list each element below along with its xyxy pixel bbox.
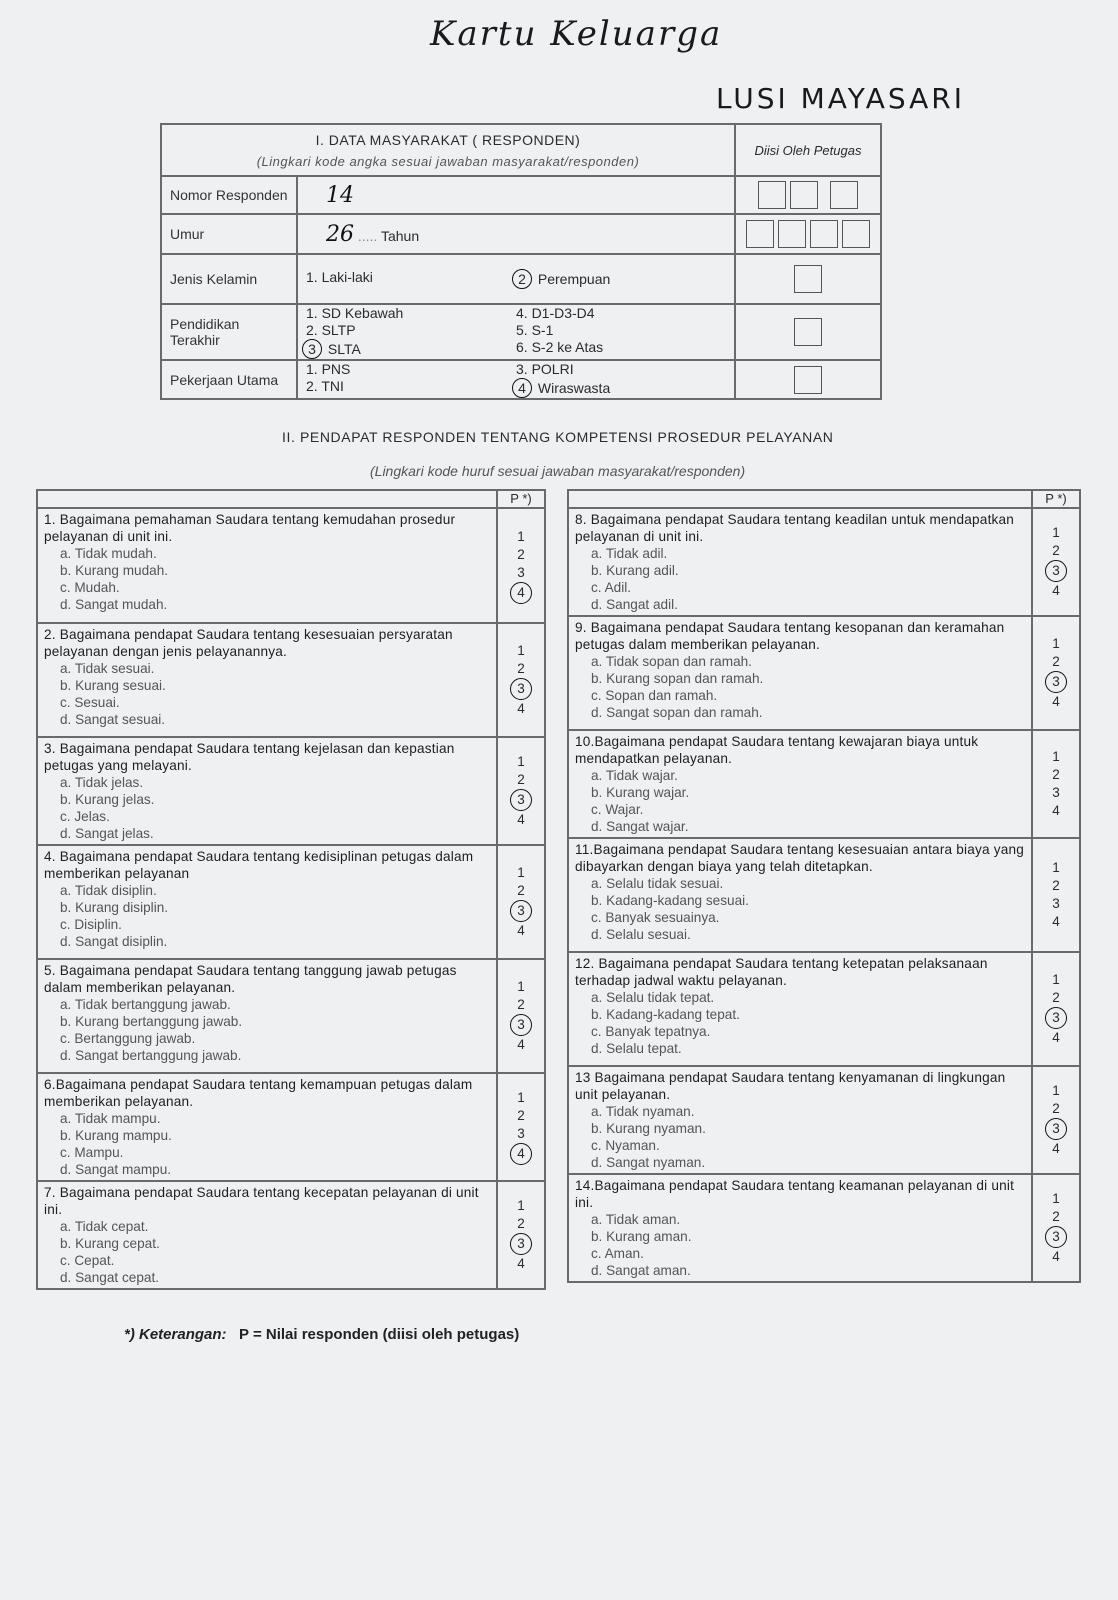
score-code[interactable]: 1 — [1052, 1191, 1060, 1206]
answer-option: d. Selalu sesuai. — [591, 927, 691, 942]
score-code[interactable]: 1 — [1052, 525, 1060, 540]
score-code[interactable]: 4 — [517, 1256, 525, 1271]
score-cell — [497, 623, 545, 737]
score-code[interactable]: 2 — [1052, 1101, 1060, 1116]
score-code[interactable]: 1 — [1052, 1083, 1060, 1098]
answer-option: d. Sangat cepat. — [60, 1270, 160, 1285]
code-box[interactable] — [790, 181, 818, 209]
question-cell — [568, 730, 1032, 838]
score-selected[interactable]: 3 — [1045, 1118, 1067, 1140]
answer-option: c. Aman. — [591, 1246, 644, 1261]
answer-option: d. Sangat mampu. — [60, 1162, 172, 1177]
answer-option: b. Kurang mudah. — [60, 563, 169, 578]
answer-option: c. Mampu. — [60, 1145, 124, 1160]
pend-box-cell — [735, 304, 881, 360]
score-code[interactable]: 4 — [1052, 1141, 1060, 1156]
question-text: 8. Bagaimana pendapat Saudara tentang keadilan untuk mendapatkan pelayanan di unit ini. — [575, 512, 1015, 544]
nomor-value: 14 — [326, 182, 354, 208]
question-text: 3. Bagaimana pendapat Saudara tentang kejelasan dan kepastian petugas yang melayani. — [44, 741, 455, 773]
code-box[interactable] — [758, 181, 786, 209]
code-box[interactable] — [794, 318, 822, 346]
score-selected[interactable]: 3 — [510, 1233, 532, 1255]
code-box[interactable] — [746, 220, 774, 248]
score-selected[interactable]: 3 — [1045, 1007, 1067, 1029]
score-code[interactable]: 1 — [1052, 749, 1060, 764]
nomor-label: Nomor Responden — [161, 176, 297, 214]
question-row — [37, 623, 545, 737]
answer-option: d. Sangat aman. — [591, 1263, 691, 1278]
answer-option: a. Tidak mampu. — [60, 1111, 161, 1126]
pend-option: 1. SD Kebawah — [306, 305, 404, 321]
questions-right-table — [567, 489, 1081, 1283]
score-code[interactable]: 3 — [1052, 785, 1060, 800]
umur-unit: Tahun — [380, 227, 420, 244]
question-row — [568, 952, 1080, 1066]
p-header: P *) — [1032, 490, 1080, 508]
question-text: 14.Bagaimana pendapat Saudara tentang keamanan pelayanan di unit ini. — [575, 1178, 1015, 1210]
question-cell — [568, 508, 1032, 616]
pend-option-selected-label: SLTA — [327, 341, 361, 357]
score-code[interactable]: 2 — [1052, 1209, 1060, 1224]
jk-option-2-label: Perempuan — [537, 271, 611, 287]
answer-option: c. Nyaman. — [591, 1138, 660, 1153]
nomor-boxes — [735, 176, 881, 214]
score-selected[interactable]: 3 — [510, 789, 532, 811]
footnote — [124, 1326, 519, 1343]
score-code[interactable]: 1 — [517, 643, 525, 658]
answer-option: a. Tidak disiplin. — [60, 883, 157, 898]
umur-label: Umur — [161, 214, 297, 254]
answer-option: b. Kurang bertanggung jawab. — [60, 1014, 243, 1029]
answer-option: c. Adil. — [591, 580, 632, 595]
question-row — [568, 1174, 1080, 1282]
score-code[interactable]: 2 — [517, 883, 525, 898]
jk-option-1: 1. Laki-laki — [306, 269, 373, 285]
score-code[interactable]: 2 — [1052, 878, 1060, 893]
score-code[interactable]: 2 — [1052, 990, 1060, 1005]
pend-option: 6. S-2 ke Atas — [516, 339, 604, 355]
score-code[interactable]: 4 — [517, 812, 525, 827]
question-row — [568, 838, 1080, 952]
question-text: 10.Bagaimana pendapat Saudara tentang kewajaran biaya untuk mendapatkan pelayanan. — [575, 734, 979, 766]
nomor-cell — [297, 176, 735, 214]
answer-option: d. Sangat adil. — [591, 597, 678, 612]
question-cell — [37, 737, 497, 845]
selected-circle: 3 — [302, 339, 322, 359]
respondent-data-table — [160, 123, 882, 400]
score-code[interactable]: 4 — [517, 1037, 525, 1052]
score-code[interactable]: 2 — [517, 546, 525, 562]
score-cell — [1032, 1066, 1080, 1174]
question-row — [568, 1066, 1080, 1174]
question-text: 11.Bagaimana pendapat Saudara tentang kesesuaian antara biaya yang dibayarkan dengan biaya yang telah ditetapkan. — [575, 842, 1025, 874]
answer-option: c. Mudah. — [60, 580, 120, 595]
score-selected[interactable]: 3 — [1045, 1226, 1067, 1248]
score-code[interactable]: 4 — [1052, 1249, 1060, 1264]
code-box[interactable] — [778, 220, 806, 248]
pend-option: 5. S-1 — [516, 322, 554, 338]
kerja-option-selected-label: Wiraswasta — [537, 380, 611, 396]
score-code[interactable]: 2 — [1052, 543, 1060, 558]
score-code[interactable]: 2 — [517, 661, 525, 676]
answer-option: d. Sangat jelas. — [60, 826, 154, 841]
score-cell — [497, 959, 545, 1073]
pend-label: Pendidikan Terakhir — [161, 304, 297, 360]
jk-box-cell — [735, 254, 881, 304]
answer-option: c. Disiplin. — [60, 917, 122, 932]
jk-cell — [297, 254, 735, 304]
question-cell — [568, 838, 1032, 952]
score-code[interactable]: 1 — [517, 1090, 525, 1105]
selected-circle: 4 — [512, 378, 532, 398]
answer-option: b. Kurang aman. — [591, 1229, 692, 1244]
code-box[interactable] — [842, 220, 870, 248]
answer-option: c. Sopan dan ramah. — [591, 688, 718, 703]
score-code[interactable]: 4 — [1052, 583, 1060, 598]
kerja-option: 1. PNS — [306, 361, 351, 377]
score-code[interactable]: 4 — [1052, 694, 1060, 709]
answer-option: a. Tidak sesuai. — [60, 661, 155, 676]
score-selected[interactable]: 4 — [510, 1143, 532, 1165]
score-selected[interactable]: 3 — [1045, 671, 1067, 693]
pend-option: 4. D1-D3-D4 — [516, 305, 595, 321]
score-code[interactable]: 2 — [517, 1108, 525, 1123]
kerja-box-cell — [735, 360, 881, 399]
score-code[interactable]: 2 — [1052, 654, 1060, 669]
answer-option: c. Sesuai. — [60, 695, 120, 710]
answer-option: d. Sangat nyaman. — [591, 1155, 706, 1170]
answer-option: d. Sangat disiplin. — [60, 934, 168, 949]
jk-option-2 — [516, 269, 726, 289]
score-cell — [1032, 616, 1080, 730]
footnote-label: *) Keterangan: — [124, 1326, 227, 1343]
question-row — [568, 730, 1080, 838]
score-selected[interactable]: 3 — [510, 678, 532, 700]
answer-option: b. Kurang adil. — [591, 563, 679, 578]
question-cell — [568, 1066, 1032, 1174]
score-selected[interactable]: 4 — [510, 582, 532, 604]
score-code[interactable]: 2 — [517, 997, 525, 1012]
question-row — [568, 616, 1080, 730]
score-code[interactable]: 4 — [1052, 1030, 1060, 1045]
score-cell — [1032, 730, 1080, 838]
answer-option: a. Selalu tidak tepat. — [591, 990, 715, 1005]
score-cell — [497, 845, 545, 959]
answer-option: a. Tidak mudah. — [60, 546, 157, 561]
question-cell — [37, 623, 497, 737]
answer-option: b. Kurang wajar. — [591, 785, 690, 800]
score-code[interactable]: 1 — [1052, 860, 1060, 875]
question-row — [37, 1073, 545, 1181]
score-code[interactable]: 1 — [517, 754, 525, 769]
umur-cell: 26 ..... Tahun — [297, 214, 735, 254]
answer-option: d. Sangat sopan dan ramah. — [591, 705, 763, 720]
score-code[interactable]: 2 — [517, 1216, 525, 1231]
section2-title: II. PENDAPAT RESPONDEN TENTANG KOMPETENSI PROSEDUR PELAYANAN — [282, 429, 834, 445]
question-text: 1. Bagaimana pemahaman Saudara tentang kemudahan prosedur pelayanan di unit ini. — [44, 512, 456, 544]
answer-option: b. Kurang sopan dan ramah. — [591, 671, 764, 686]
handwritten-title: Kartu Keluarga — [430, 14, 723, 54]
pend-cell — [297, 304, 735, 360]
answer-option: c. Jelas. — [60, 809, 110, 824]
footnote-text: P = Nilai responden (diisi oleh petugas) — [239, 1326, 520, 1343]
section1-header — [161, 124, 735, 176]
score-cell — [1032, 508, 1080, 616]
questions-left-table — [36, 489, 546, 1290]
kerja-cell — [297, 360, 735, 399]
question-text: 7. Bagaimana pendapat Saudara tentang kecepatan pelayanan di unit ini. — [44, 1185, 479, 1217]
score-code[interactable]: 4 — [517, 923, 525, 938]
answer-option: b. Kurang cepat. — [60, 1236, 160, 1251]
answer-option: c. Cepat. — [60, 1253, 115, 1268]
answer-option: a. Tidak jelas. — [60, 775, 144, 790]
score-code[interactable]: 1 — [517, 1198, 525, 1213]
answer-option: a. Tidak bertanggung jawab. — [60, 997, 231, 1012]
score-cell — [497, 508, 545, 623]
question-cell — [568, 616, 1032, 730]
answer-option: a. Tidak nyaman. — [591, 1104, 695, 1119]
kerja-label: Pekerjaan Utama — [161, 360, 297, 399]
section1-title: I. DATA MASYARAKAT ( RESPONDEN) — [315, 131, 581, 148]
question-row — [37, 845, 545, 959]
question-cell — [568, 952, 1032, 1066]
code-box[interactable] — [794, 265, 822, 293]
question-row — [37, 1181, 545, 1289]
answer-option: b. Kurang jelas. — [60, 792, 155, 807]
answer-option: a. Tidak aman. — [591, 1212, 681, 1227]
score-code[interactable]: 1 — [517, 865, 525, 880]
answer-option: a. Tidak sopan dan ramah. — [591, 654, 752, 669]
answer-option: b. Kurang disiplin. — [60, 900, 169, 915]
answer-option: c. Wajar. — [591, 802, 644, 817]
score-code[interactable]: 1 — [517, 979, 525, 994]
question-row — [37, 959, 545, 1073]
section1-subtitle: (Lingkari kode angka sesuai jawaban masyarakat/responden) — [256, 153, 640, 169]
score-code[interactable]: 3 — [1052, 896, 1060, 911]
question-cell — [37, 845, 497, 959]
question-text: 6.Bagaimana pendapat Saudara tentang kemampuan petugas dalam memberikan pelayanan. — [44, 1077, 473, 1109]
score-cell — [1032, 952, 1080, 1066]
answer-option: a. Selalu tidak sesuai. — [591, 876, 724, 891]
question-text: 2. Bagaimana pendapat Saudara tentang kesesuaian persyaratan pelayanan dengan jenis pelayanannya. — [44, 627, 453, 659]
answer-option: c. Bertanggung jawab. — [60, 1031, 196, 1046]
score-cell — [1032, 1174, 1080, 1282]
score-code[interactable]: 1 — [1052, 636, 1060, 651]
answer-option: a. Tidak wajar. — [591, 768, 678, 783]
score-selected[interactable]: 3 — [510, 900, 532, 922]
answer-option: a. Tidak cepat. — [60, 1219, 149, 1234]
answer-option: b. Kurang sesuai. — [60, 678, 166, 693]
jk-label: Jenis Kelamin — [161, 254, 297, 304]
question-cell — [37, 1181, 497, 1289]
answer-option: d. Selalu tepat. — [591, 1041, 682, 1056]
score-code[interactable]: 2 — [1052, 767, 1060, 782]
kerja-option: 3. POLRI — [516, 361, 574, 377]
selected-circle: 2 — [512, 269, 532, 289]
score-code[interactable]: 1 — [517, 528, 525, 544]
question-cell — [37, 508, 497, 623]
score-code[interactable]: 3 — [517, 564, 525, 580]
question-text: 5. Bagaimana pendapat Saudara tentang tanggung jawab petugas dalam memberikan pelayanan. — [44, 963, 457, 995]
kerja-option-selected — [516, 378, 726, 398]
answer-option: b. Kadang-kadang sesuai. — [591, 893, 749, 908]
section2-subtitle: (Lingkari kode huruf sesuai jawaban masyarakat/responden) — [370, 463, 746, 479]
score-code[interactable]: 4 — [517, 701, 525, 716]
kerja-option: 2. TNI — [306, 378, 344, 394]
pend-option: 2. SLTP — [306, 322, 356, 338]
answer-option: d. Sangat sesuai. — [60, 712, 166, 727]
answer-option: d. Sangat bertanggung jawab. — [60, 1048, 242, 1063]
score-code[interactable]: 4 — [1052, 803, 1060, 818]
handwritten-name: LUSI MAYASARI — [716, 82, 966, 115]
answer-option: c. Banyak sesuainya. — [591, 910, 720, 925]
code-box[interactable] — [830, 181, 858, 209]
answer-option: b. Kurang nyaman. — [591, 1121, 706, 1136]
petugas-label: Diisi Oleh Petugas — [735, 124, 881, 176]
question-text: 12. Bagaimana pendapat Saudara tentang ketepatan pelaksanaan terhadap jadwal waktu pelayanan. — [575, 956, 988, 988]
answer-option: d. Sangat mudah. — [60, 597, 168, 612]
answer-option: c. Banyak tepatnya. — [591, 1024, 711, 1039]
score-cell — [497, 1181, 545, 1289]
pend-option-selected — [306, 339, 516, 359]
score-cell — [497, 737, 545, 845]
score-code[interactable]: 2 — [517, 772, 525, 787]
score-selected[interactable]: 3 — [1045, 560, 1067, 582]
answer-option: d. Sangat wajar. — [591, 819, 689, 834]
score-selected[interactable]: 3 — [510, 1014, 532, 1036]
answer-option: b. Kurang mampu. — [60, 1128, 172, 1143]
question-cell — [568, 1174, 1032, 1282]
question-text: 9. Bagaimana pendapat Saudara tentang kesopanan dan keramahan petugas dalam memberikan pelayanan. — [575, 620, 1005, 652]
answer-option: a. Tidak adil. — [591, 546, 668, 561]
code-box[interactable] — [794, 366, 822, 394]
score-code[interactable]: 1 — [1052, 972, 1060, 987]
question-row — [37, 737, 545, 845]
score-cell — [1032, 838, 1080, 952]
question-cell — [37, 1073, 497, 1181]
answer-option: b. Kadang-kadang tepat. — [591, 1007, 740, 1022]
p-header: P *) — [497, 490, 545, 508]
score-code[interactable]: 3 — [517, 1126, 525, 1141]
question-row — [568, 508, 1080, 616]
umur-boxes — [735, 214, 881, 254]
question-text: 4. Bagaimana pendapat Saudara tentang kedisiplinan petugas dalam memberikan pelayanan — [44, 849, 474, 881]
question-cell — [37, 959, 497, 1073]
score-code[interactable]: 4 — [1052, 914, 1060, 929]
score-cell — [497, 1073, 545, 1181]
question-row — [37, 508, 545, 623]
code-box[interactable] — [810, 220, 838, 248]
umur-value: 26 — [326, 221, 354, 247]
question-text: 13 Bagaimana pendapat Saudara tentang kenyamanan di lingkungan unit pelayanan. — [575, 1070, 1006, 1102]
